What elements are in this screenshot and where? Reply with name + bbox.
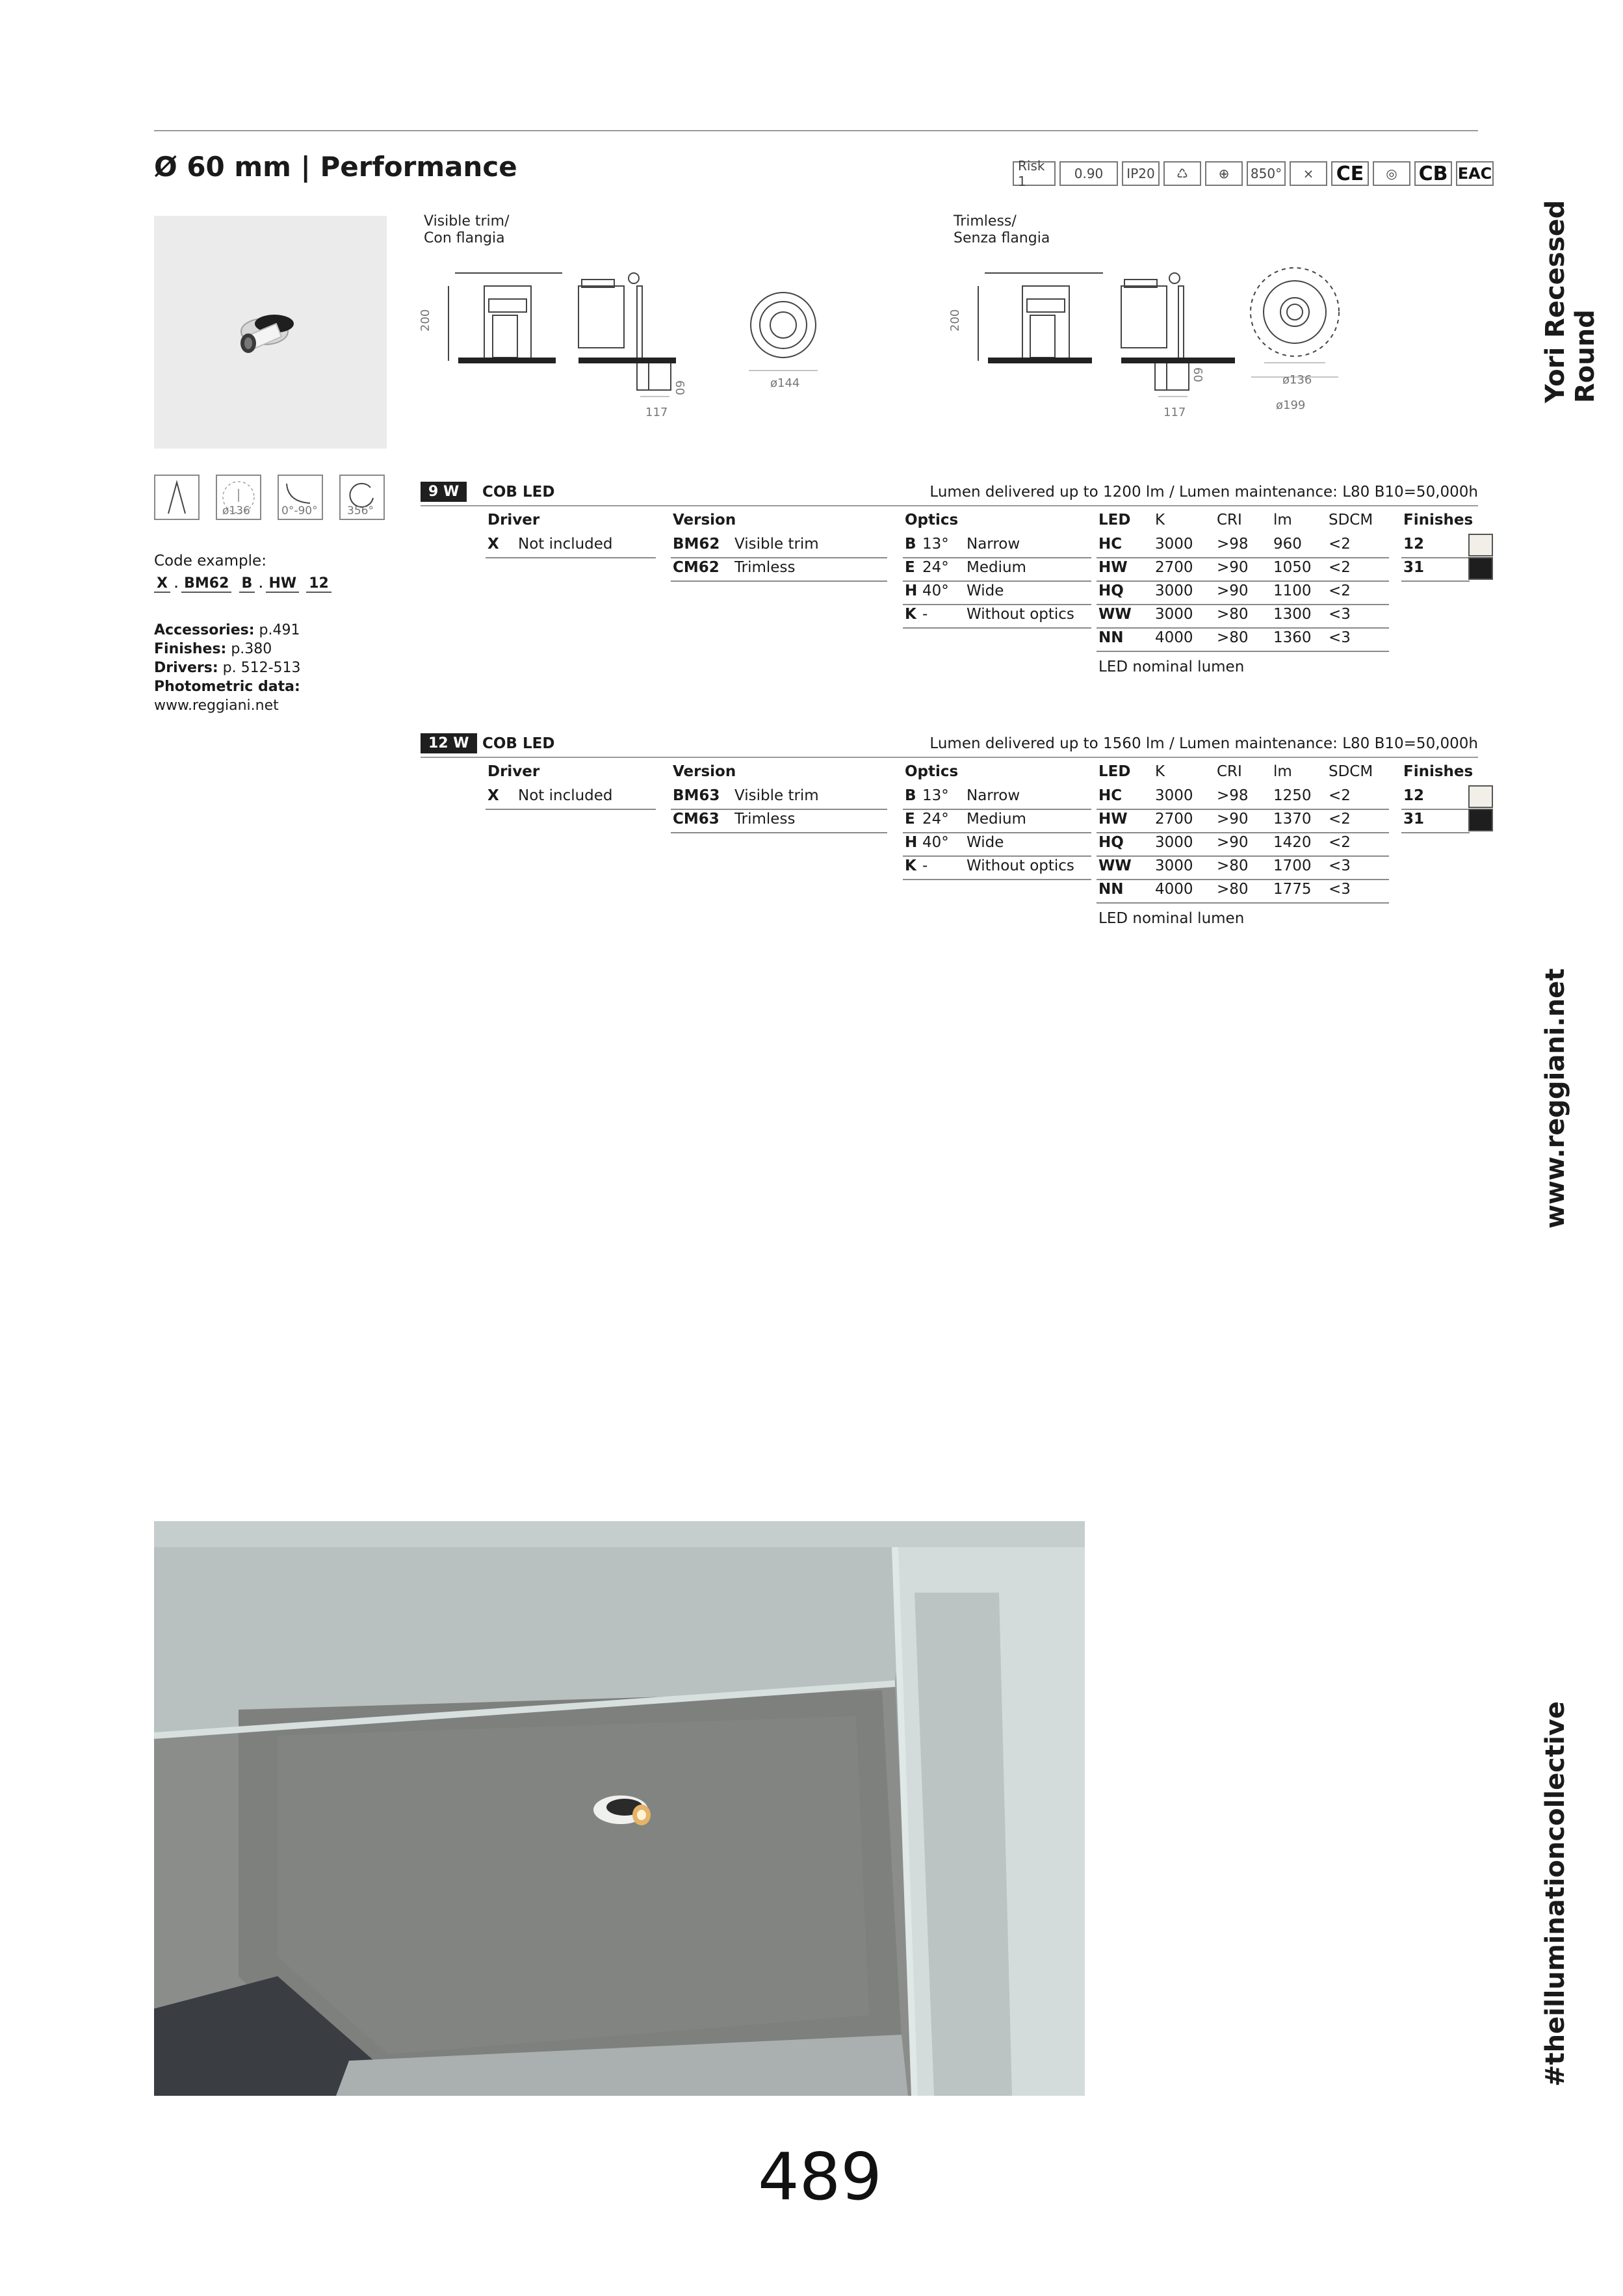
optic-angle: 24°: [922, 811, 949, 828]
optic-code: H: [905, 834, 918, 851]
driver-label: Not included: [518, 536, 613, 553]
optic-label: Without optics: [967, 857, 1074, 874]
svg-text:60: 60: [1191, 367, 1204, 382]
optic-angle: 13°: [922, 787, 949, 804]
class-icon: ⊕: [1205, 161, 1243, 186]
version-code: BM62: [673, 536, 720, 553]
beam-icon: [154, 475, 200, 520]
lm-header: lm: [1273, 512, 1292, 528]
version-code: BM63: [673, 787, 720, 804]
optic-label: Narrow: [967, 787, 1020, 804]
rotation-icon: 356°: [339, 475, 385, 520]
visible-trim-caption: Visible trim/ Con flangia: [424, 213, 510, 246]
photometric-link[interactable]: www.reggiani.net: [154, 698, 279, 714]
k-header: K: [1155, 763, 1165, 780]
ip-rating-badge: IP20: [1122, 161, 1160, 186]
spotlight-icon: [154, 216, 387, 449]
optic-code: K: [905, 857, 916, 874]
svg-text:117: 117: [1163, 406, 1186, 419]
lumen-info: Lumen delivered up to 1560 lm / Lumen maintenance: L80 B10=50,000h: [929, 735, 1478, 752]
ceiling-photo: [154, 1521, 1085, 2096]
wattage-tag: 9 W: [421, 482, 467, 502]
version-header: Version: [673, 763, 736, 780]
cri-header: CRI: [1217, 512, 1242, 528]
code-finish: 12: [306, 575, 331, 593]
section-title: COB LED: [482, 484, 555, 501]
optic-code: K: [905, 606, 916, 623]
section-rule: [421, 757, 1478, 758]
svg-text:200: 200: [419, 309, 432, 332]
wattage-tag: 12 W: [421, 733, 477, 753]
cri-header: CRI: [1217, 763, 1242, 780]
hashtag-vertical: #theilluminationcollective: [1540, 1701, 1570, 2087]
version-label: Trimless: [734, 559, 796, 576]
risk-badge: Risk 1: [1013, 161, 1056, 186]
version-label: Visible trim: [734, 536, 819, 553]
lumen-info: Lumen delivered up to 1200 lm / Lumen maintenance: L80 B10=50,000h: [929, 484, 1478, 501]
svg-text:60: 60: [673, 380, 686, 395]
optic-label: Narrow: [967, 536, 1020, 553]
cutout-icon: ø136: [216, 475, 261, 520]
lm-header: lm: [1273, 763, 1292, 780]
optic-label: Medium: [967, 559, 1026, 576]
version-header: Version: [673, 512, 736, 528]
led-header: LED: [1098, 763, 1131, 780]
driver-header: Driver: [487, 763, 540, 780]
driver-label: Not included: [518, 787, 613, 804]
tilt-icon: 0°-90°: [278, 475, 323, 520]
eac-mark: EAC: [1456, 161, 1494, 186]
version-label: Trimless: [734, 811, 796, 828]
driver-code: X: [487, 536, 499, 553]
optics-header: Optics: [905, 763, 959, 780]
visible-trim-drawing: [416, 260, 871, 429]
power-factor-badge: 0.90: [1059, 161, 1118, 186]
cb-mark: CB: [1414, 161, 1452, 186]
section-9w: 9 W COB LED Lumen delivered up to 1200 lm / Lumen maintenance: L80 B10=50,000h Driver Version Optics LED K CRI lm SDCM Finishes X Not included BM62 Visible trim CM62 Trimless B 13° Narrow E 24° Medium H 40° Wide K - Without optics HC 3000 >98 960 <2 HW 2700 >90 1050 <2 HQ 3000 >90 1100 <2 WW 3000 >80 1300 <3 NN 4000 >80 1360 <3 LED nominal lumen 12 31: [421, 482, 1478, 677]
references: Accessories: p.491 Finishes: p.380 Drivers: p. 512-513 Photometric data: www.reggiani.net: [154, 622, 301, 714]
page-number: 489: [758, 2139, 882, 2215]
code-led: HW: [266, 575, 299, 593]
finish-code: 12: [1403, 787, 1425, 804]
finish-swatch-dark: [1468, 557, 1493, 580]
svg-text:ø136: ø136: [1282, 373, 1312, 387]
optic-angle: -: [922, 606, 928, 623]
finish-code: 31: [1403, 811, 1425, 828]
optic-code: H: [905, 582, 918, 599]
product-name-vertical: Yori Recessed Round: [1540, 200, 1600, 403]
optic-label: Medium: [967, 811, 1026, 828]
section-title: COB LED: [482, 735, 555, 752]
code-version: BM62: [181, 575, 231, 593]
optic-label: Wide: [967, 834, 1004, 851]
trimless-caption: Trimless/ Senza flangia: [954, 213, 1050, 246]
finish-swatch-light: [1468, 785, 1493, 808]
svg-text:ø199: ø199: [1276, 398, 1306, 412]
optic-code: E: [905, 559, 915, 576]
finishes-header: Finishes: [1403, 763, 1474, 780]
optic-angle: 24°: [922, 559, 949, 576]
optic-angle: 13°: [922, 536, 949, 553]
code-driver: X: [154, 575, 170, 593]
finish-swatch-light: [1468, 534, 1493, 556]
led-note: LED nominal lumen: [1098, 910, 1245, 927]
led-header: LED: [1098, 512, 1131, 528]
sdcm-header: SDCM: [1329, 512, 1373, 528]
optic-code: E: [905, 811, 915, 828]
optic-angle: 40°: [922, 834, 949, 851]
k-header: K: [1155, 512, 1165, 528]
optics-header: Optics: [905, 512, 959, 528]
finish-code: 12: [1403, 536, 1425, 553]
svg-text:200: 200: [948, 309, 962, 332]
section-rule: [421, 505, 1478, 506]
version-label: Visible trim: [734, 787, 819, 804]
section-12w: 12 W COB LED Lumen delivered up to 1560 lm / Lumen maintenance: L80 B10=50,000h Driver Version Optics LED K CRI lm SDCM Finishes X Not included BM63 Visible trim CM63 Trimless B 13° Narrow E 24° Medium H 40° Wide K - Without optics HC 3000 >98 1250 <2 HW 2700 >90 1370 <2 HQ 3000 >90 1420 <2 WW 3000 >80 1700 <3 NN 4000 >80 1775 <3 LED nominal lumen 12 31: [421, 733, 1478, 928]
version-code: CM63: [673, 811, 720, 828]
driver-code: X: [487, 787, 499, 804]
optic-code: B: [905, 787, 916, 804]
optic-angle: 40°: [922, 582, 949, 599]
finishes-header: Finishes: [1403, 512, 1474, 528]
certification-row: [1013, 158, 1494, 189]
recycle-icon: ♺: [1163, 161, 1201, 186]
code-example: X . BM62 B . HW 12: [154, 575, 335, 593]
website-vertical: www.reggiani.net: [1540, 968, 1570, 1229]
svg-text:117: 117: [645, 406, 668, 419]
no-insulation-icon: ⨯: [1290, 161, 1327, 186]
svg-text:ø144: ø144: [770, 376, 800, 390]
led-note: LED nominal lumen: [1098, 659, 1245, 675]
version-code: CM62: [673, 559, 720, 576]
sdcm-header: SDCM: [1329, 763, 1373, 780]
optic-label: Without optics: [967, 606, 1074, 623]
ce-mark: CE: [1331, 161, 1369, 186]
optic-code: B: [905, 536, 916, 553]
page-title: Ø 60 mm | Performance: [154, 151, 517, 183]
top-rule: [154, 130, 1478, 131]
optic-angle: -: [922, 857, 928, 874]
trimless-drawing: [946, 260, 1401, 429]
finish-code: 31: [1403, 559, 1425, 576]
optic-label: Wide: [967, 582, 1004, 599]
finish-swatch-dark: [1468, 809, 1493, 831]
glow-wire-badge: 850°: [1247, 161, 1286, 186]
product-photo: [154, 216, 387, 449]
code-optics: B: [239, 575, 255, 593]
code-example-label: Code example:: [154, 553, 266, 569]
ccc-icon: ◎: [1373, 161, 1410, 186]
driver-header: Driver: [487, 512, 540, 528]
